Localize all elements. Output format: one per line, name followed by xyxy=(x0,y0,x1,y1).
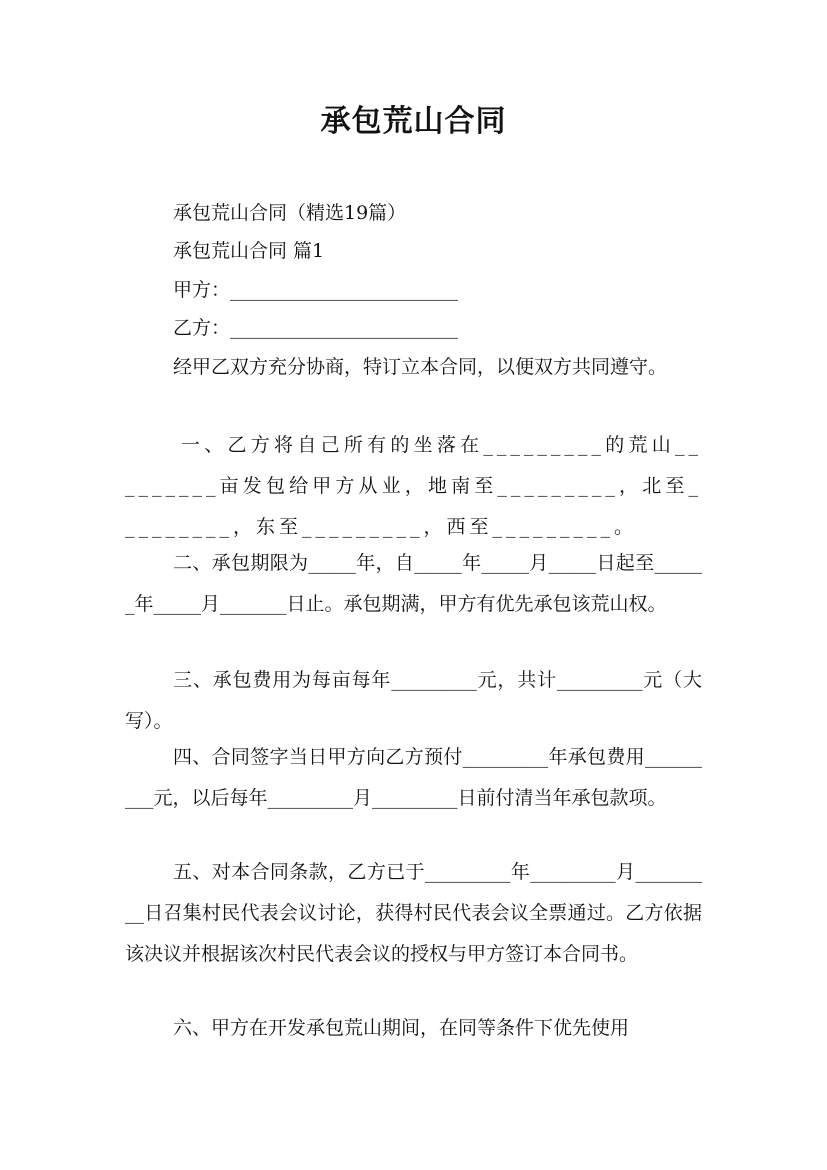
paragraph-section-heading: 承包荒山合同 篇1 xyxy=(173,240,325,262)
paragraph-clause-1: 一、乙方将自己所有的坐落在_________的荒山_________亩发包给甲方从业，地南至_________，北至_________，东至_________，西至_________。 xyxy=(125,434,702,538)
paragraph-clause-2: 二、承包期限为_____年，自_____年_____月_____日起至______年_____月_______日止。承包期满，甲方有优先承包该荒山权。 xyxy=(125,552,702,615)
paragraph-party-b: 乙方：________________________ xyxy=(173,317,459,339)
paragraph-party-a: 甲方：________________________ xyxy=(173,279,459,301)
document-title: 承包荒山合同 xyxy=(320,104,507,139)
paragraph-intro: 经甲乙双方充分协商，特订立本合同，以便双方共同遵守。 xyxy=(173,356,668,378)
paragraph-clause-4: 四、合同签字当日甲方向乙方预付_________年承包费用_________元，以后每年_________月_________日前付清当年承包款项。 xyxy=(125,746,702,809)
paragraph-clause-6: 六、甲方在开发承包荒山期间，在同等条件下优先使用 xyxy=(173,1017,630,1039)
paragraph-subtitle: 承包荒山合同（精选19篇） xyxy=(173,202,407,224)
paragraph-clause-5: 五、对本合同条款，乙方已于_________年_________月_________日召集村民代表会议讨论，获得村民代表会议全票通过。乙方依据该决议并根据该次村民代表会议的授权与甲方签订本合同书。 xyxy=(125,861,702,965)
paragraph-clause-3: 三、承包费用为每亩每年_________元，共计_________元（大写）。 xyxy=(125,669,702,732)
